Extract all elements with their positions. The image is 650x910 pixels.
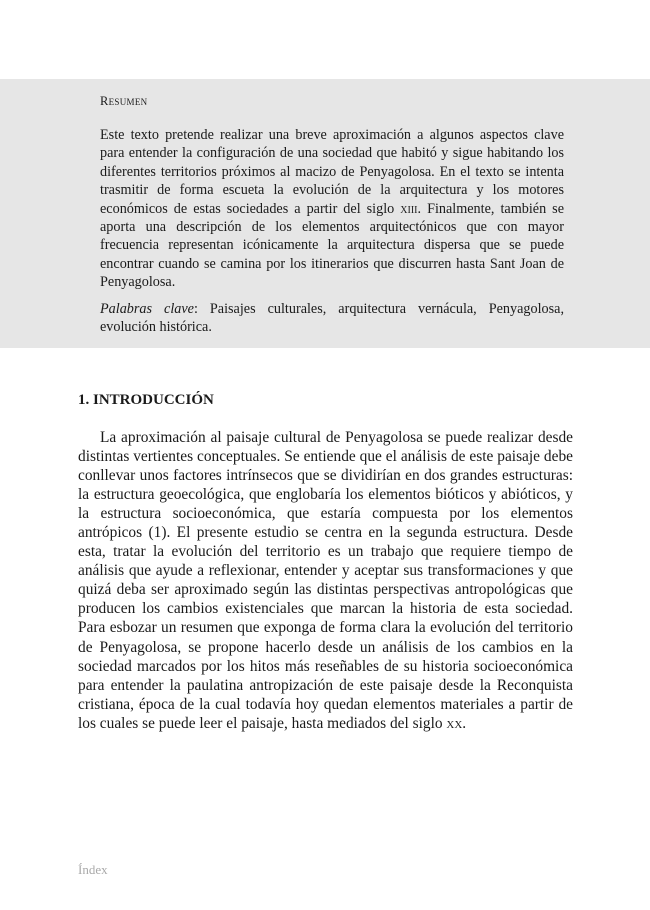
abstract-text-part-2: . Finalmente, también se aporta una descripción de los elementos arquitectónicos que con mayor frecuencia representan icónicamente la arquitectura dispersa que se puede encontrar cuando se camina por los itinerarios que discurren hasta Sant Joan de Penyagolosa. xyxy=(100,200,564,291)
abstract-text xyxy=(100,126,564,292)
century-numeral: xx xyxy=(446,714,463,732)
keywords-label: Palabras clave xyxy=(100,301,194,317)
introduction-text-part-2: . xyxy=(462,714,467,732)
section-title: 1. INTRODUCCIÓN xyxy=(78,392,214,408)
introduction-paragraph xyxy=(78,428,573,733)
keywords xyxy=(100,300,564,337)
century-numeral: xiii xyxy=(400,200,418,217)
introduction-text-part-1: La aproximación al paisaje cultural de Penyagolosa se puede realizar desde distintas vertientes conceptuales. Se entiende que el análisis de este paisaje debe conllevar unos factores intrínsecos que se dividirían en dos grandes estructuras: la estructura geoecológica, que englobaría los elementos bióticos y abióticos, y la estructura socioeconómica, que estaría compuesta por los elementos antrópicos (1). El presente estudio se centra en la segunda estructura. Desde esta, tratar la evolución del territorio es un trabajo que requiere tiempo de análisis que ayude a reflexionar, entender y aceptar sus transformaciones y que quizá deba ser aproximado según las distintas perspectivas antropológicas que producen los cambios existenciales que marcan la historia de esta sociedad. Para esbozar un resumen que exponga de forma clara la evolución del territorio de Penyagolosa, se propone hacerlo desde un análisis de los cambios en la sociedad marcados por los hitos más reseñables de su historia socioeconómica para entender la paulatina antropización de este paisaje desde la Reconquista cristiana, época de la cual todavía hoy quedan elementos materiales a partir de los cuales se puede leer el paisaje, hasta mediados del siglo xyxy=(78,429,573,732)
abstract-heading: Resumen xyxy=(100,94,148,108)
index-link[interactable]: Índex xyxy=(78,862,108,877)
keywords-text: : Paisajes culturales, arquitectura vernácula, Penyagolosa, evolución histórica. xyxy=(100,301,564,336)
abstract-text-part-1: Este texto pretende realizar una breve aproximación a algunos aspectos clave para entender la configuración de una sociedad que habitó y sigue habitando los diferentes territorios próximos al macizo de Penyagolosa. En el texto se intenta trasmitir de forma escueta la evolución de la arquitectura y los motores económicos de estas sociedades a partir del siglo xyxy=(100,127,564,217)
